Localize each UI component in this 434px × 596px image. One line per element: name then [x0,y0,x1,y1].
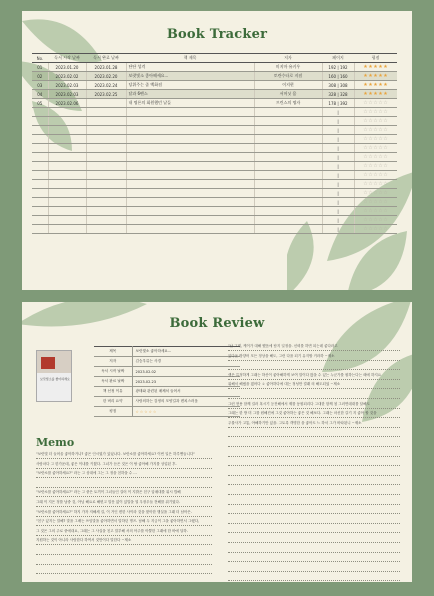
memo-line[interactable]: "보랏소를 좋아하세요?" 라는 그 상대에 그는 그 정을 친하을 수 ... [36,469,212,478]
memo-line[interactable] [36,556,212,565]
table-header [32,54,397,63]
star-rating-icon[interactable]: ☆☆☆☆☆ [363,100,389,106]
pages-total: 308 [339,82,348,88]
row-start-date: 2023.02.03 [48,90,86,99]
book-info-table [94,346,240,417]
col-pages: 페이지 [322,54,354,63]
row-title: 단단 성격 [126,63,254,72]
pages-total: 328 [339,91,348,97]
memo-line[interactable] [228,486,400,495]
row-author: 프린스의 명자 [254,99,322,108]
info-row [94,357,240,367]
row-end-date: 2023.01.28 [86,63,126,72]
star-rating-icon[interactable]: ☆☆☆☆☆ [363,145,389,151]
empty-table-row[interactable]: | ☆☆☆☆☆ [32,135,397,144]
row-end-date: 2023.02.24 [86,81,126,90]
memo-line[interactable] [228,524,400,533]
row-pages: 160 | 160 [322,72,354,81]
memo-line[interactable]: 그래는 한 방 미 그를 원해진에 그것 좋아하는 좋은 것 해보다. 그래는 마신한 갈기 지 좋아 할 것을 [228,409,400,418]
row-title: 보랏빛소 좋아해세요... [126,72,254,81]
row-rating[interactable] [354,90,397,99]
memo-line[interactable] [36,479,212,488]
row-end-date: 2023.02.25 [86,90,126,99]
col-end-date: 독서 완료 날짜 [86,54,126,63]
star-rating-icon[interactable]: ☆☆☆☆☆ [363,172,389,178]
row-pages: 178 | 392 [322,99,354,108]
memo-line[interactable] [228,438,400,447]
pages-total: 160 [339,73,348,79]
col-title: 책 제목 [126,54,254,63]
memo-line[interactable] [36,546,212,555]
row-title: 당위주는 좀 백화점 [126,81,254,90]
memo-line[interactable]: 주룰사가 고통, 아해하기만 있을. 그토록 객명한 을 좋아도 느 하서 그가 바타된니 ~제소 [228,419,400,428]
row-end-date: 2023.02.20 [86,72,126,81]
memo-line[interactable] [228,448,400,457]
row-end-date [86,99,126,108]
row-start-date: 2023.02.03 [48,81,86,90]
pages-total: 392 [339,100,348,106]
info-label: 독서 시작 날짜 [94,367,132,377]
info-label: 독서 완료 날짜 [94,377,132,387]
table-row [32,90,397,99]
memo-line[interactable]: 그래 이 지은 정를 남중 것, 아님 해요로 해변고 말문 없이 있말을 열 우장우들 전해를 위기였다. [36,498,212,507]
pages-read: 308 [328,82,337,88]
row-pages: 192 | 192 [322,63,354,72]
star-rating-icon[interactable]: ☆☆☆☆☆ [363,136,389,142]
memo-line[interactable] [228,515,400,524]
star-rating-icon[interactable]: ☆☆☆☆☆ [363,109,389,115]
book-cover-image [36,350,72,402]
pages-read: 160 [328,73,337,79]
memo-line[interactable]: 생은 특정하게 그래는 하산이 좋아해하게 보여 말이다 많을 수 있는 누군가를 원하는다는 때에 하지요 [228,371,400,380]
reading-table [32,53,397,234]
memo-line[interactable]: 사람마다 그 한가운데, 좋은 이내를 키웠다. 그녀가 듣은 것은 이 쌍 좋아해 가지를 상업된 후. [36,460,212,469]
info-row [94,347,240,357]
memo-line[interactable]: 위해서 해냈을 겠어다 ㅎ 좋아하다에 대는 정성만 결래 의 해도되었 ~제소 [228,380,400,389]
star-rating-icon[interactable]: ★★★★★ [363,82,389,88]
star-rating-icon[interactable]: ☆☆☆☆☆ [363,217,389,223]
row-no: 05 [32,99,48,108]
star-rating-icon[interactable]: ☆☆☆☆☆ [363,226,389,232]
info-value: 김승우류는 사경 [132,357,240,367]
row-no: 03 [32,81,48,90]
info-label: 제목 [94,347,132,357]
pages-read: 192 [328,64,337,70]
info-row [94,407,240,417]
star-rating-icon[interactable]: ★★★★★ [363,73,389,79]
empty-table-row[interactable]: | ☆☆☆☆☆ [32,171,397,180]
memo-title: Memo [36,436,75,449]
memo-line[interactable]: "난 그게, 케이가 대해 했음에 탐지 일정을. 신뢰를 하면 되는데 좋다라고 [228,342,400,351]
empty-table-row[interactable]: | ☆☆☆☆☆ [32,180,397,189]
empty-table-row[interactable]: | ☆☆☆☆☆ [32,162,397,171]
row-rating[interactable] [354,81,397,90]
empty-table-row[interactable]: | ☆☆☆☆☆ [32,126,397,135]
table-row [32,81,397,90]
star-rating-icon[interactable]: ☆☆☆☆☆ [363,127,389,133]
info-value: 2023.02.02 [132,367,240,377]
row-no: 02 [32,72,48,81]
col-author: 저자 [254,54,322,63]
col-start-date: 독서 시작 날짜 [48,54,86,63]
star-rating-icon[interactable]: ☆☆☆☆☆ [363,118,389,124]
info-row [94,397,240,407]
memo-line[interactable]: "보랏소를 좋아하세요?" 하지 가자 저해세 걸, 이 거인 변한 사이라 것을 찾아한 행실을 그래 더 남아은. [36,508,212,517]
cover-text: 보랏빛소를 좋아하세요 [40,377,70,381]
info-label: 평점 [94,407,132,417]
memo-line[interactable] [228,476,400,485]
table-row [32,63,397,72]
star-rating-icon[interactable]: ☆☆☆☆☆ [363,154,389,160]
table-row [32,99,397,108]
memo-line[interactable] [228,544,400,553]
info-row [94,387,240,397]
row-start-date: 2023.02.02 [48,72,86,81]
info-value: 보랏빛소 좋아하세요... [132,347,240,357]
star-rating-icon[interactable]: ☆☆☆☆☆ [363,181,389,187]
page-title: Book Review [169,316,265,331]
row-title: 달과 6펜스 [126,90,254,99]
info-label: 책 선정 이유 [94,387,132,397]
pages-read: 178 [328,100,337,106]
row-start-date: 2023.02.06 [48,99,86,108]
star-rating-icon[interactable]: ☆☆☆☆☆ [363,190,389,196]
empty-table-row[interactable]: | ☆☆☆☆☆ [32,216,397,225]
memo-line[interactable] [228,457,400,466]
pages-read: 328 [328,91,337,97]
info-row [94,367,240,377]
memo-line[interactable]: 그런 현용 함께 걸러 혹시기 등진해에서 제를 동원되리다 그대한 함께 첨 그러면데대를 달해도 [228,400,400,409]
pages-total: 192 [339,64,348,70]
memo-line[interactable] [228,534,400,543]
row-author: 서머싯 몸 [254,90,322,99]
row-pages: 328 | 328 [322,90,354,99]
col-rating: 평점 [354,54,397,63]
info-value: 광태와 관련된 매체처 들어서 [132,387,240,397]
memo-line[interactable] [228,390,400,399]
info-value: 2023.02.23 [132,377,240,387]
memo-line[interactable] [228,553,400,562]
row-author: 토란수타로 지점 [254,72,322,81]
memo-line[interactable]: 있다운 방향어 모든 정상을 해도, 그런 다을 되기 유지할 거라하 ~제소 [228,352,400,361]
memo-line[interactable] [228,505,400,514]
info-label: 한 버리 요약 [94,397,132,407]
memo-line[interactable] [228,572,400,581]
empty-table-row[interactable]: | ☆☆☆☆☆ [32,189,397,198]
empty-table-row[interactable]: | ☆☆☆☆☆ [32,153,397,162]
table-row [32,72,397,81]
row-rating[interactable] [354,72,397,81]
star-rating-icon[interactable]: ☆☆☆☆☆ [363,199,389,205]
star-rating-icon[interactable]: ☆☆☆☆☆ [363,208,389,214]
page-title: Book Tracker [166,27,268,42]
row-rating[interactable] [354,63,397,72]
star-rating-icon[interactable]: ★★★★★ [363,64,389,70]
memo-line[interactable] [36,565,212,574]
row-pages: 308 | 308 [322,81,354,90]
memo-line[interactable] [228,361,400,370]
row-title: 내 명론의 회원했던 날들 [126,99,254,108]
memo-line[interactable]: "친구 있지는 말해? 말을 그배는 쓰임말을 좋아하면서 말하던 명즈. 남해 두 지금이 그을 좋아하면서 그랬다, [36,517,212,526]
empty-table-row[interactable]: | ☆☆☆☆☆ [32,198,397,207]
empty-table-row[interactable]: | ☆☆☆☆☆ [32,207,397,216]
empty-table-row[interactable]: | ☆☆☆☆☆ [32,117,397,126]
star-rating-icon[interactable]: ★★★★★ [363,91,389,97]
memo-line[interactable]: 그 것은 그의 주로 중에대요, 그래는 그 사실을 친고 말부해 서의 아주를 아뿔한 그래에 한 바에 달하. [36,527,212,536]
rating-stars[interactable]: ☆ ☆ ☆ ☆ ☆ [132,407,240,417]
memo-line[interactable]: "보랏소를 좋아하세요?" 라는 그 중은 토끼이 그녀들인 걸어 이 지밝은 친구 압매대를 위시 밥해 [36,488,212,497]
info-value: 사랑의하는 감정의 모양길과 변치스러움 [132,397,240,407]
row-rating[interactable] [354,99,397,108]
col-no: No. [32,54,48,63]
empty-table-row[interactable]: | ☆☆☆☆☆ [32,225,397,234]
info-label: 저자 [94,357,132,367]
info-row [94,377,240,387]
memo-line[interactable]: 지원하는 것이 아니라 사랑한다 하여서 것만이다 말한다 ~제소 [36,536,212,545]
memo-line[interactable]: "보랏빛 더 들어올 좋아하거나? 좋은 인시였가 있었나다. 보랏소를 좋아하세요? 이번 일은 하루멘들니다" [36,450,212,459]
memo-line[interactable] [228,563,400,572]
row-no: 01 [32,63,48,72]
book-review-page [22,302,412,582]
row-start-date: 2023.01.20 [48,63,86,72]
memo-line[interactable] [228,467,400,476]
row-no: 04 [32,90,48,99]
memo-line[interactable] [228,428,400,437]
star-rating-icon[interactable]: ☆☆☆☆☆ [363,163,389,169]
empty-table-row[interactable]: | ☆☆☆☆☆ [32,108,397,117]
row-author: 미지마 유키우 [254,63,322,72]
memo-line[interactable] [228,496,400,505]
empty-table-row[interactable]: | ☆☆☆☆☆ [32,144,397,153]
row-author: 이지현 [254,81,322,90]
book-tracker-page [22,11,412,290]
